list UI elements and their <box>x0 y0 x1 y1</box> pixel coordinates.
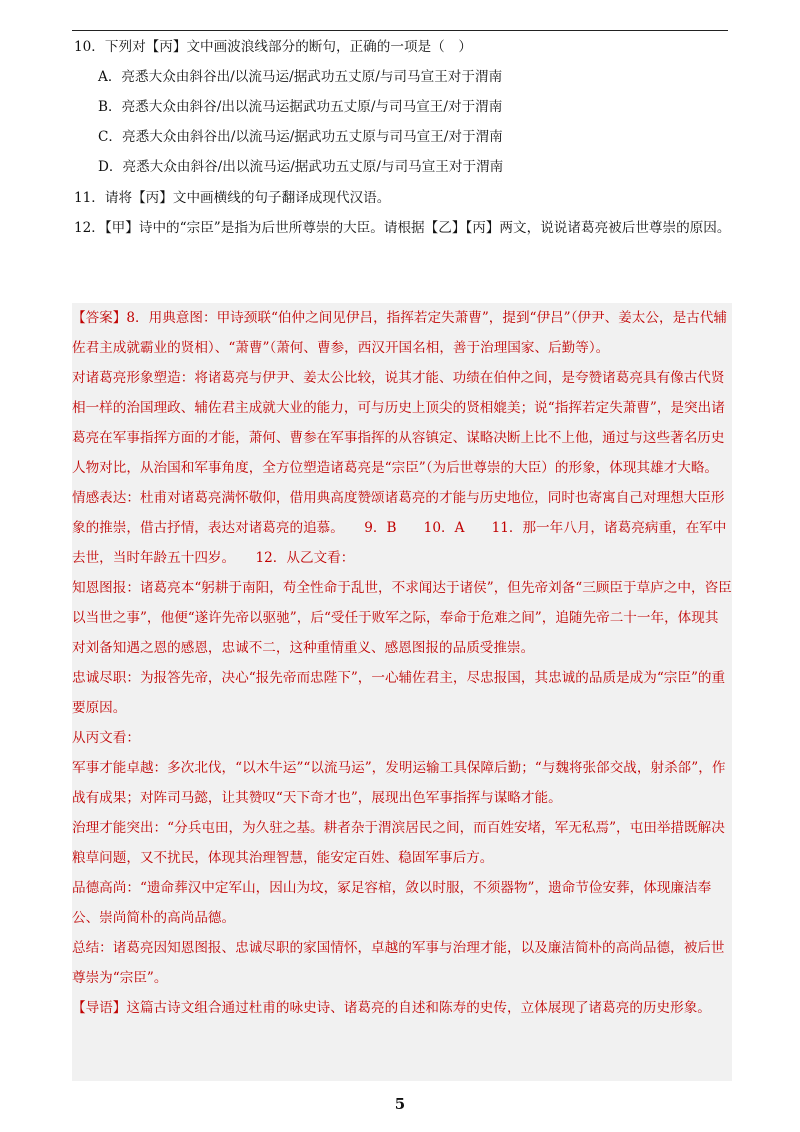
answer-para-9: 品德高尚：“遗命葬汉中定军山，因山为坟，冢足容棺，敛以时服，不须器物”，遗命节俭安葬，体现廉洁奉公、崇尚简朴的高尚品德。 <box>72 880 712 926</box>
answer-para-1 <box>72 303 732 363</box>
answer-para-10: 总结：诸葛亮因知恩图报、忠诚尽职的家国情怀，卓越的军事与治理才能，以及廉洁简朴的高尚品德，被后世尊崇为“宗臣”。 <box>72 940 725 986</box>
answer-para-3: 情感表达：杜甫对诸葛亮满怀敬仰，借用典高度赞颂诸葛亮的才能与历史地位，同时也寄寓自己对理想大臣形象的推崇，借古抒情，表达对诸葛亮的追慕。 9．B 10．A 11．那一年八月，诸葛亮病重，在军中去世，当时年龄五十四岁。 12．从乙文看： <box>72 490 727 566</box>
option-d: D．亮悉大众由斜谷/出以流马运/据武功五丈原/与司马宣王对于渭南 <box>98 159 504 175</box>
top-rule <box>72 30 728 31</box>
answer-para-4: 知恩图报：诸葛亮本“躬耕于南阳，苟全性命于乱世，不求闻达于诸侯”，但先帝刘备“三顾臣于草庐之中，咨臣以当世之事”，他便“遂许先帝以驱驰”，后“受任于败军之际，奉命于危难之间”，追随先帝二十一年，体现其对刘备知遇之恩的感恩，忠诚不二，这种重情重义、感恩图报的品质受推崇。 <box>72 580 732 656</box>
answer-para-2: 对诸葛亮形象塑造：将诸葛亮与伊尹、姜太公比较，说其才能、功绩在伯仲之间，是夸赞诸葛亮具有像古代贤相一样的治国理政、辅佐君主成就大业的能力，可与历史上顶尖的贤相媲美；说“指挥若定失萧曹”，是突出诸葛亮在军事指挥方面的才能，萧何、曹参在军事指挥的从容镇定、谋略决断上比不上他，通过与这些著名历史人物对比，从治国和军事角度，全方位塑造诸葛亮是“宗臣”（为后世尊崇的大臣）的形象，体现其雄才大略。 <box>72 370 725 476</box>
answer-para-6: 从丙文看： <box>72 730 140 746</box>
answer-tag: 【答案】 <box>72 310 127 326</box>
guide-tag: 【导语】 <box>72 1000 127 1016</box>
answer-text-1: 8．用典意图：甲诗颈联“伯仲之间见伊吕，指挥若定失萧曹”，提到“伊吕”（伊尹、姜太公，是古代辅佐君主成就霸业的贤相）、“萧曹”（萧何、曹参，西汉开国名相，善于治理国家、后勤等）。 <box>72 310 727 356</box>
option-a: A．亮悉大众由斜谷出/以流马运/据武功五丈原/与司马宣王对于渭南 <box>98 69 503 85</box>
question-11: 11．请将【丙】文中画横线的句子翻译成现代汉语。 <box>74 190 391 206</box>
question-10: 10．下列对【丙】文中画波浪线部分的断句，正确的一项是（ ） <box>74 39 472 55</box>
question-12: 12．【甲】诗中的“宗臣”是指为后世所尊崇的大臣。请根据【乙】【丙】两文，说说诸葛亮被后世尊崇的原因。 <box>74 220 731 236</box>
answer-para-8: 治理才能突出：“分兵屯田，为久驻之基。耕者杂于渭滨居民之间，而百姓安堵，军无私焉”，屯田举措既解决粮草问题，又不扰民，体现其治理智慧，能安定百姓、稳固军事后方。 <box>72 820 725 866</box>
guide-text: 这篇古诗文组合通过杜甫的咏史诗、诸葛亮的自述和陈寿的史传，立体展现了诸葛亮的历史形象。 <box>126 1000 711 1016</box>
answer-block <box>72 303 732 1081</box>
guide-para <box>72 993 732 1023</box>
answer-para-7: 军事才能卓越：多次北伐，“以木牛运”“以流马运”，发明运输工具保障后勤；“与魏将张郃交战，射杀郃”，作战有成果；对阵司马懿，让其赞叹“天下奇才也”，展现出色军事指挥与谋略才能。 <box>72 760 726 806</box>
option-c: C．亮悉大众由斜谷出/以流马运/据武功五丈原与司马宣王/对于渭南 <box>98 129 503 145</box>
page-number: 5 <box>394 1095 406 1113</box>
option-b: B．亮悉大众由斜谷/出以流马运据武功五丈原/与司马宣王/对于渭南 <box>98 99 503 115</box>
answer-para-5: 忠诚尽职：为报答先帝，决心“报先帝而忠陛下”，一心辅佐君主，尽忠报国，其忠诚的品质是成为“宗臣”的重要原因。 <box>72 670 726 716</box>
